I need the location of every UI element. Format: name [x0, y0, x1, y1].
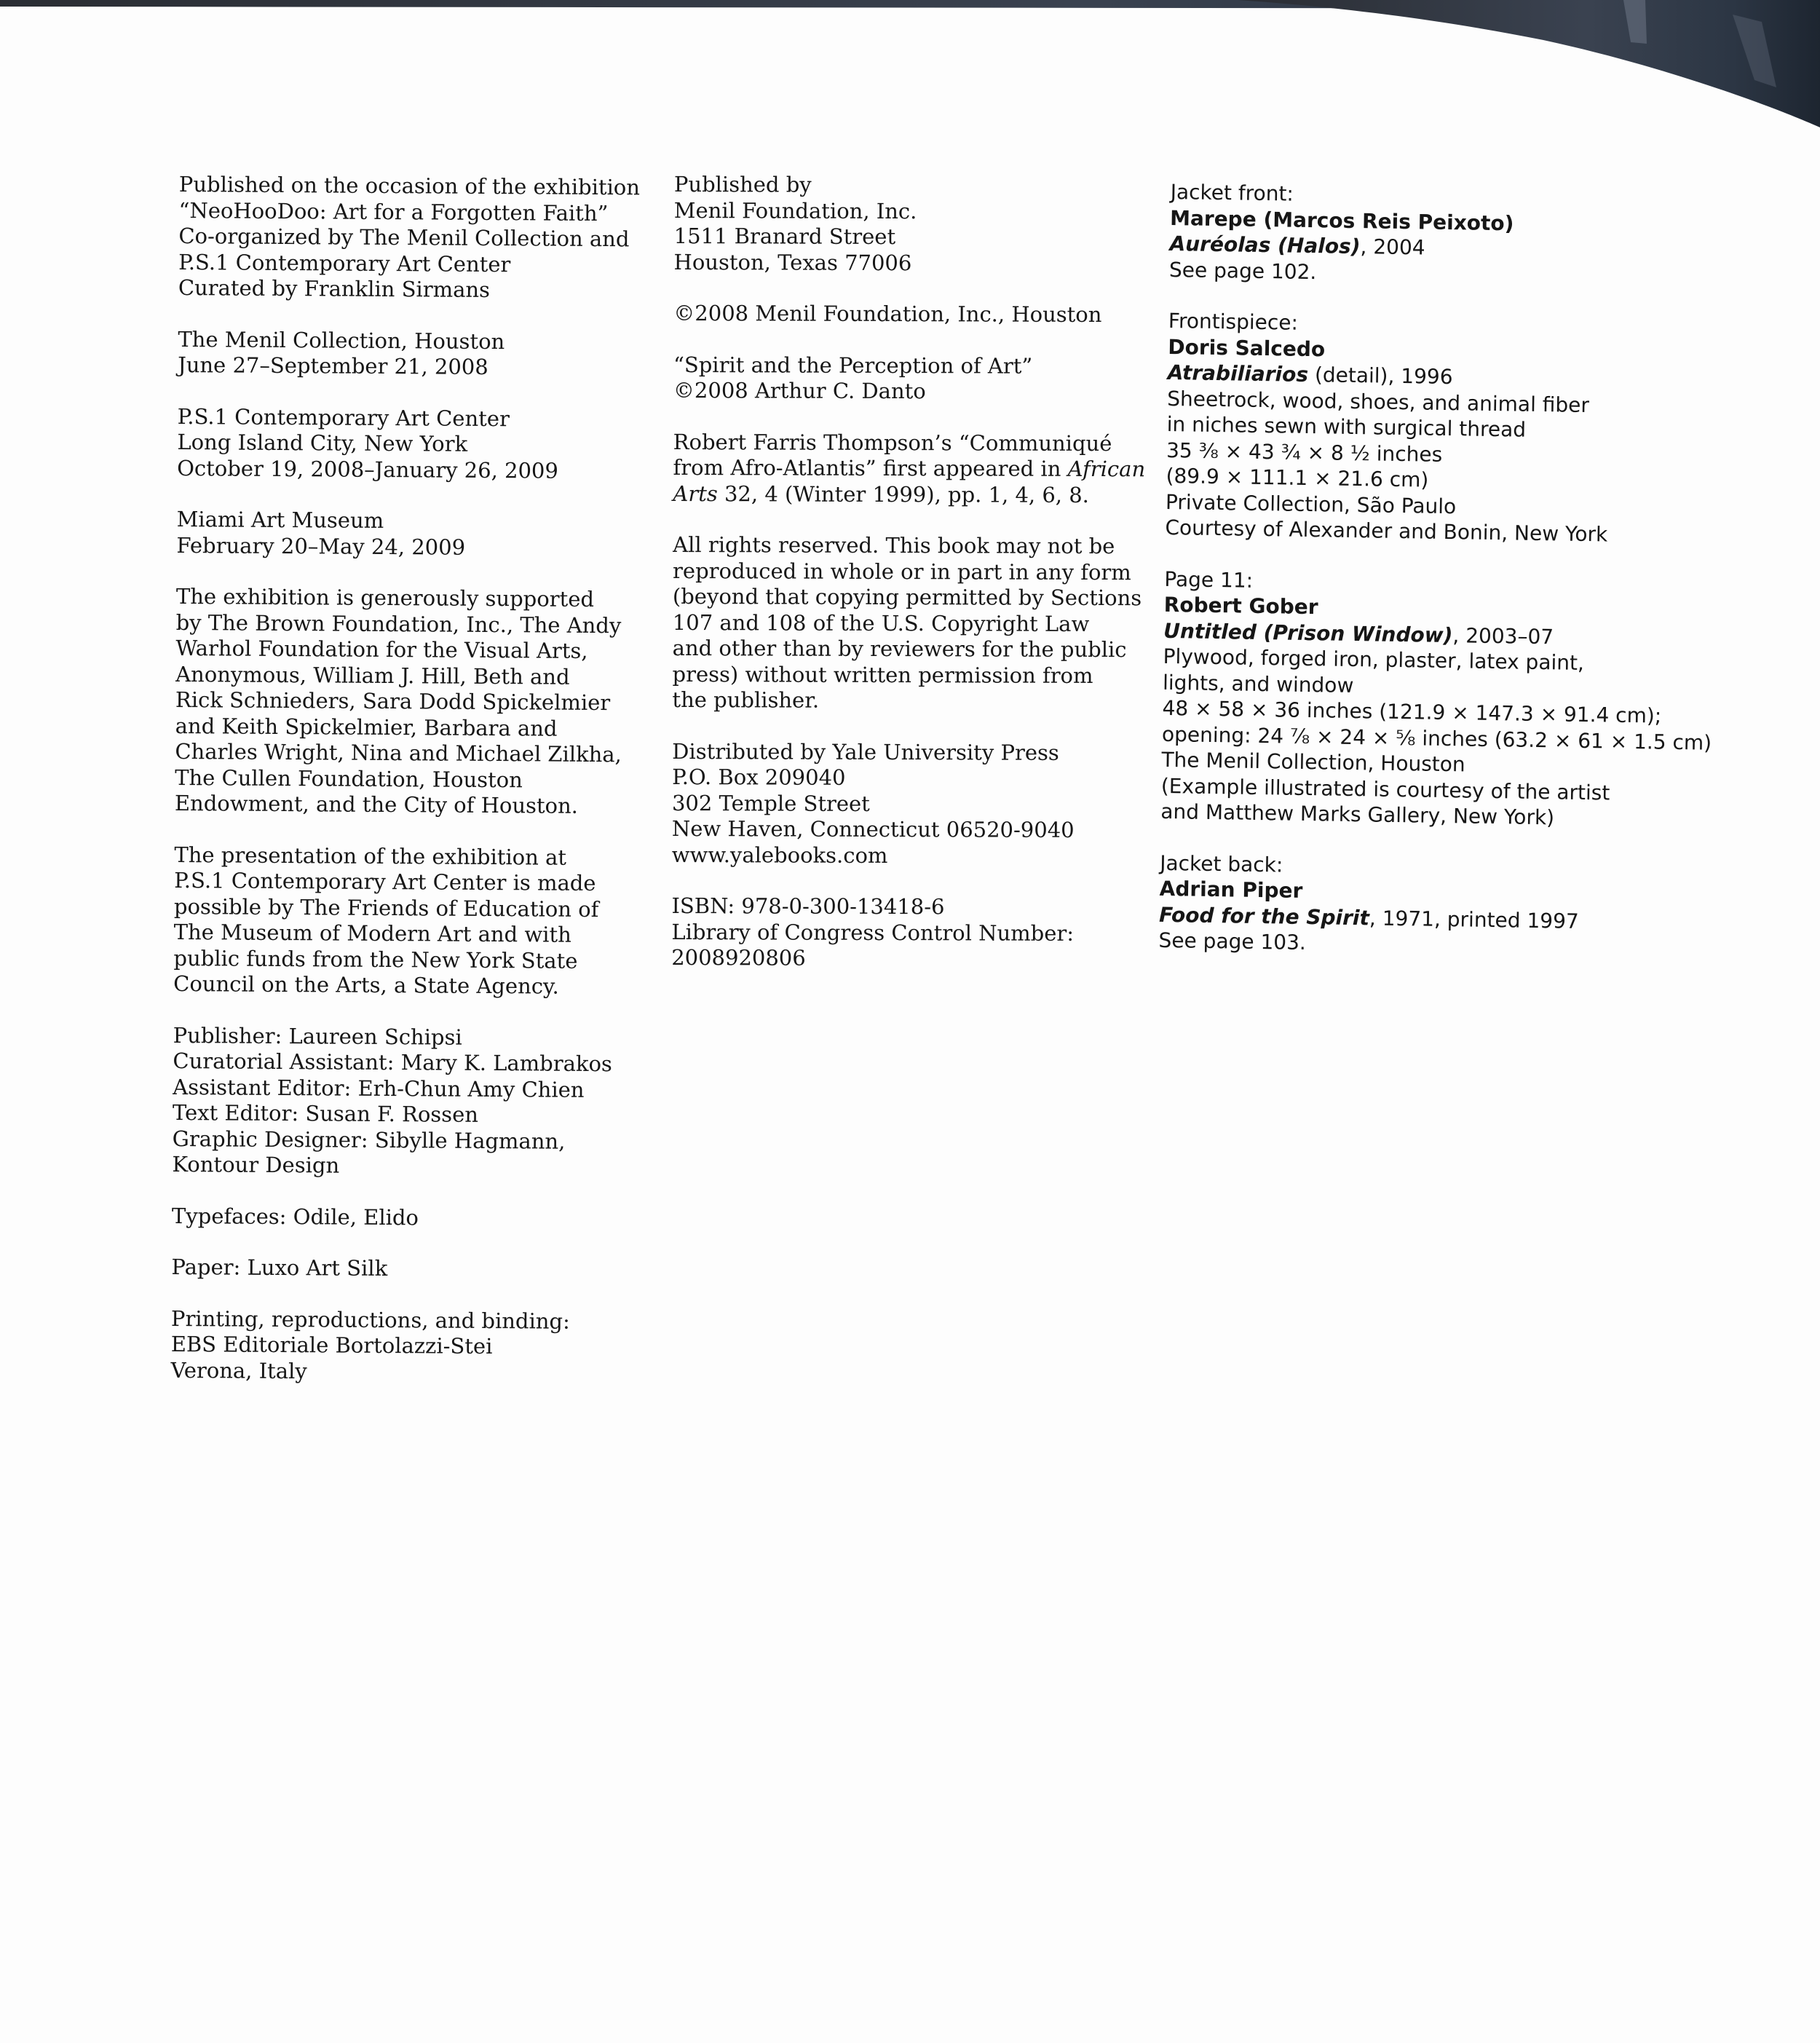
rights-line: (beyond that copying permitted by Sections [672, 583, 1142, 611]
credit-label: Jacket back: [1159, 850, 1283, 877]
support-line: The exhibition is generously supported [175, 583, 595, 612]
support-line: Rick Schnieders, Sara Dodd Spickelmier [175, 687, 611, 716]
printing-line: Verona, Italy [170, 1357, 307, 1383]
credit-line: Text Editor: Susan F. Rossen [172, 1099, 479, 1127]
venue-menil [178, 326, 644, 381]
venue-name: Miami Art Museum [176, 506, 384, 533]
paper-block [171, 1254, 637, 1284]
support-block [175, 584, 642, 820]
exhibition-block [178, 172, 645, 304]
artist-name: Marepe (Marcos Reis Peixoto) [1169, 205, 1514, 235]
support-line: Anonymous, William J. Hill, Beth and [175, 661, 570, 689]
rights-line: All rights reserved. This book may not be [673, 532, 1115, 559]
rights-line: reproduced in whole or in part in any form [673, 558, 1131, 585]
artwork-courtesy: and Matthew Marks Gallery, New York) [1160, 799, 1555, 830]
essay-title: “Spirit and the Perception of Art” [673, 352, 1033, 379]
credit-line: Assistant Editor: Erh-Chun Amy Chien [173, 1074, 585, 1102]
exhibition-line: Published on the occasion of the exhibition [178, 172, 641, 200]
publisher-block [674, 172, 1140, 277]
presentation-block [173, 842, 640, 1000]
credits-block [172, 1022, 638, 1180]
support-line: Warhol Foundation for the Visual Arts, [175, 635, 588, 663]
artwork-collection: The Menil Collection, Houston [1161, 747, 1465, 777]
distributor-line: 302 Temple Street [671, 790, 870, 816]
organizers-line: P.S.1 Contemporary Art Center [178, 249, 511, 277]
artwork-dimensions: opening: 24 ⅞ × 24 × ⅝ inches (63.2 × 61 × 1.5 cm) [1161, 722, 1712, 755]
presentation-line: public funds from the New York State [173, 945, 578, 973]
distributor-line: New Haven, Connecticut 06520-9040 [671, 815, 1075, 842]
credit-line: Publisher: Laureen Schipsi [173, 1022, 462, 1050]
credit-line: Graphic Designer: Sibylle Hagmann, [172, 1126, 566, 1154]
right-column [1158, 179, 1712, 986]
distributor-line: P.O. Box 209040 [672, 764, 846, 790]
see-page: See page 103. [1158, 928, 1307, 955]
artwork-dimensions: 48 × 58 × 36 inches (121.9 × 147.3 × 91.4 cm); [1162, 695, 1662, 728]
distributor-block [672, 738, 1139, 869]
presentation-line: possible by The Friends of Education of [173, 893, 599, 922]
thompson-line [673, 454, 1146, 483]
artwork-medium: in niches sewn with surgical thread [1166, 411, 1527, 442]
credit-label: Frontispiece: [1168, 308, 1299, 335]
artwork-dimensions: 35 ⅜ × 43 ¾ × 8 ½ inches [1166, 438, 1443, 467]
artwork-title: Auréolas (Halos) [1169, 231, 1361, 259]
distributor-url: www.yalebooks.com [671, 842, 888, 868]
artwork-year: , 2003–07 [1452, 623, 1554, 649]
presentation-line: The Museum of Modern Art and with [173, 919, 571, 947]
essay-copyright: ©2008 Arthur C. Danto [673, 377, 926, 404]
artwork-dimensions: (89.9 × 111.1 × 21.6 cm) [1166, 463, 1429, 492]
venue-dates: October 19, 2008–January 26, 2009 [177, 455, 559, 483]
journal-title: African [1067, 456, 1146, 482]
artwork-title: Atrabiliarios [1167, 360, 1309, 387]
rights-line: 107 and 108 of the U.S. Copyright Law [672, 609, 1090, 636]
thompson-line: Robert Farris Thompson’s “Communiqué [673, 429, 1112, 456]
artwork-courtesy: Courtesy of Alexander and Bonin, New York [1165, 515, 1608, 547]
copyright-block [673, 301, 1139, 328]
loc-label: Library of Congress Control Number: [671, 919, 1075, 946]
isbn-block [671, 893, 1137, 973]
printing-block [170, 1305, 637, 1386]
artwork-medium: Sheetrock, wood, shoes, and animal fiber [1167, 386, 1590, 417]
thompson-text: from Afro-Atlantis” first appeared in [673, 454, 1068, 481]
artwork-medium: Plywood, forged iron, plaster, latex paint, [1163, 644, 1585, 676]
artwork-medium: lights, and window [1162, 670, 1354, 698]
typefaces-block [172, 1203, 638, 1232]
artwork-year: , 1971, printed 1997 [1369, 905, 1579, 933]
credit-label: Jacket front: [1170, 179, 1294, 206]
exhibition-title: “NeoHooDoo: Art for a Forgotten Faith” [178, 197, 609, 226]
frontispiece-block [1165, 308, 1634, 548]
curled-page-corner [1238, 0, 1820, 127]
printing-line: EBS Editoriale Bortolazzi-Stei [170, 1331, 493, 1359]
artist-name: Doris Salcedo [1168, 334, 1326, 361]
support-line: Endowment, and the City of Houston. [174, 790, 579, 818]
presentation-line: Council on the Arts, a State Agency. [173, 971, 559, 999]
printing-line: Printing, reproductions, and binding: [170, 1305, 570, 1334]
typefaces-line: Typefaces: Odile, Elido [171, 1203, 419, 1230]
isbn-line: ISBN: 978-0-300-13418-6 [671, 893, 945, 920]
credit-line: Kontour Design [172, 1151, 340, 1178]
artwork-title: Food for the Spirit [1158, 902, 1370, 930]
artist-name: Robert Gober [1163, 592, 1318, 620]
support-line: by The Brown Foundation, Inc., The Andy [175, 609, 622, 638]
jacket-back-block [1158, 850, 1626, 960]
artwork-collection: Private Collection, São Paulo [1165, 489, 1457, 518]
venue-ps1 [177, 403, 644, 484]
support-line: Charles Wright, Nina and Michael Zilkha, [175, 738, 622, 767]
publisher-line: Published by [673, 172, 812, 197]
journal-title: Arts [673, 481, 718, 506]
presentation-line: The presentation of the exhibition at [174, 842, 567, 870]
rights-line: the publisher. [672, 687, 820, 713]
venue-name: P.S.1 Contemporary Art Center [177, 403, 510, 431]
publisher-line: Houston, Texas 77006 [673, 249, 912, 275]
artwork-year: , 2004 [1360, 234, 1425, 260]
essay-block [673, 352, 1139, 405]
rights-line: and other than by reviewers for the public [672, 635, 1127, 663]
artwork-year: (detail), 1996 [1307, 363, 1453, 390]
publisher-line: Menil Foundation, Inc. [673, 197, 917, 224]
presentation-line: P.S.1 Contemporary Art Center is made [174, 867, 596, 896]
support-line: The Cullen Foundation, Houston [175, 764, 523, 792]
credit-line: Curatorial Assistant: Mary K. Lambrakos [173, 1048, 613, 1077]
rights-line: press) without written permission from [672, 661, 1093, 688]
middle-column [671, 172, 1146, 998]
see-page: See page 102. [1168, 257, 1317, 284]
left-column [170, 172, 645, 1412]
page11-block [1160, 566, 1712, 831]
adjacent-page-edge [0, 0, 1820, 175]
venue-name: The Menil Collection, Houston [178, 326, 505, 354]
paper-line: Paper: Luxo Art Silk [171, 1254, 388, 1281]
thompson-line [673, 481, 1139, 508]
jacket-front-block [1169, 179, 1637, 290]
thompson-block [673, 429, 1146, 508]
artist-name: Adrian Piper [1159, 876, 1303, 903]
credit-label: Page 11: [1164, 566, 1254, 593]
venue-city: Long Island City, New York [177, 429, 468, 457]
venue-miami [176, 507, 642, 561]
venue-dates: February 20–May 24, 2009 [176, 532, 466, 560]
curator-line: Curated by Franklin Sirmans [178, 274, 491, 302]
organizers-line: Co-organized by The Menil Collection and [178, 223, 630, 252]
venue-dates: June 27–September 21, 2008 [178, 352, 488, 379]
rights-block [672, 532, 1142, 715]
loc-number: 2008920806 [671, 944, 806, 971]
publisher-line: 1511 Branard Street [673, 223, 896, 250]
thompson-text: 32, 4 (Winter 1999), pp. 1, 4, 6, 8. [717, 481, 1089, 507]
distributor-line: Distributed by Yale University Press [672, 738, 1059, 765]
copyright-line: ©2008 Menil Foundation, Inc., Houston [673, 300, 1102, 328]
support-line: and Keith Spickelmier, Barbara and [175, 713, 558, 741]
artwork-title: Untitled (Prison Window) [1163, 618, 1453, 647]
artwork-courtesy: (Example illustrated is courtesy of the artist [1160, 773, 1610, 805]
